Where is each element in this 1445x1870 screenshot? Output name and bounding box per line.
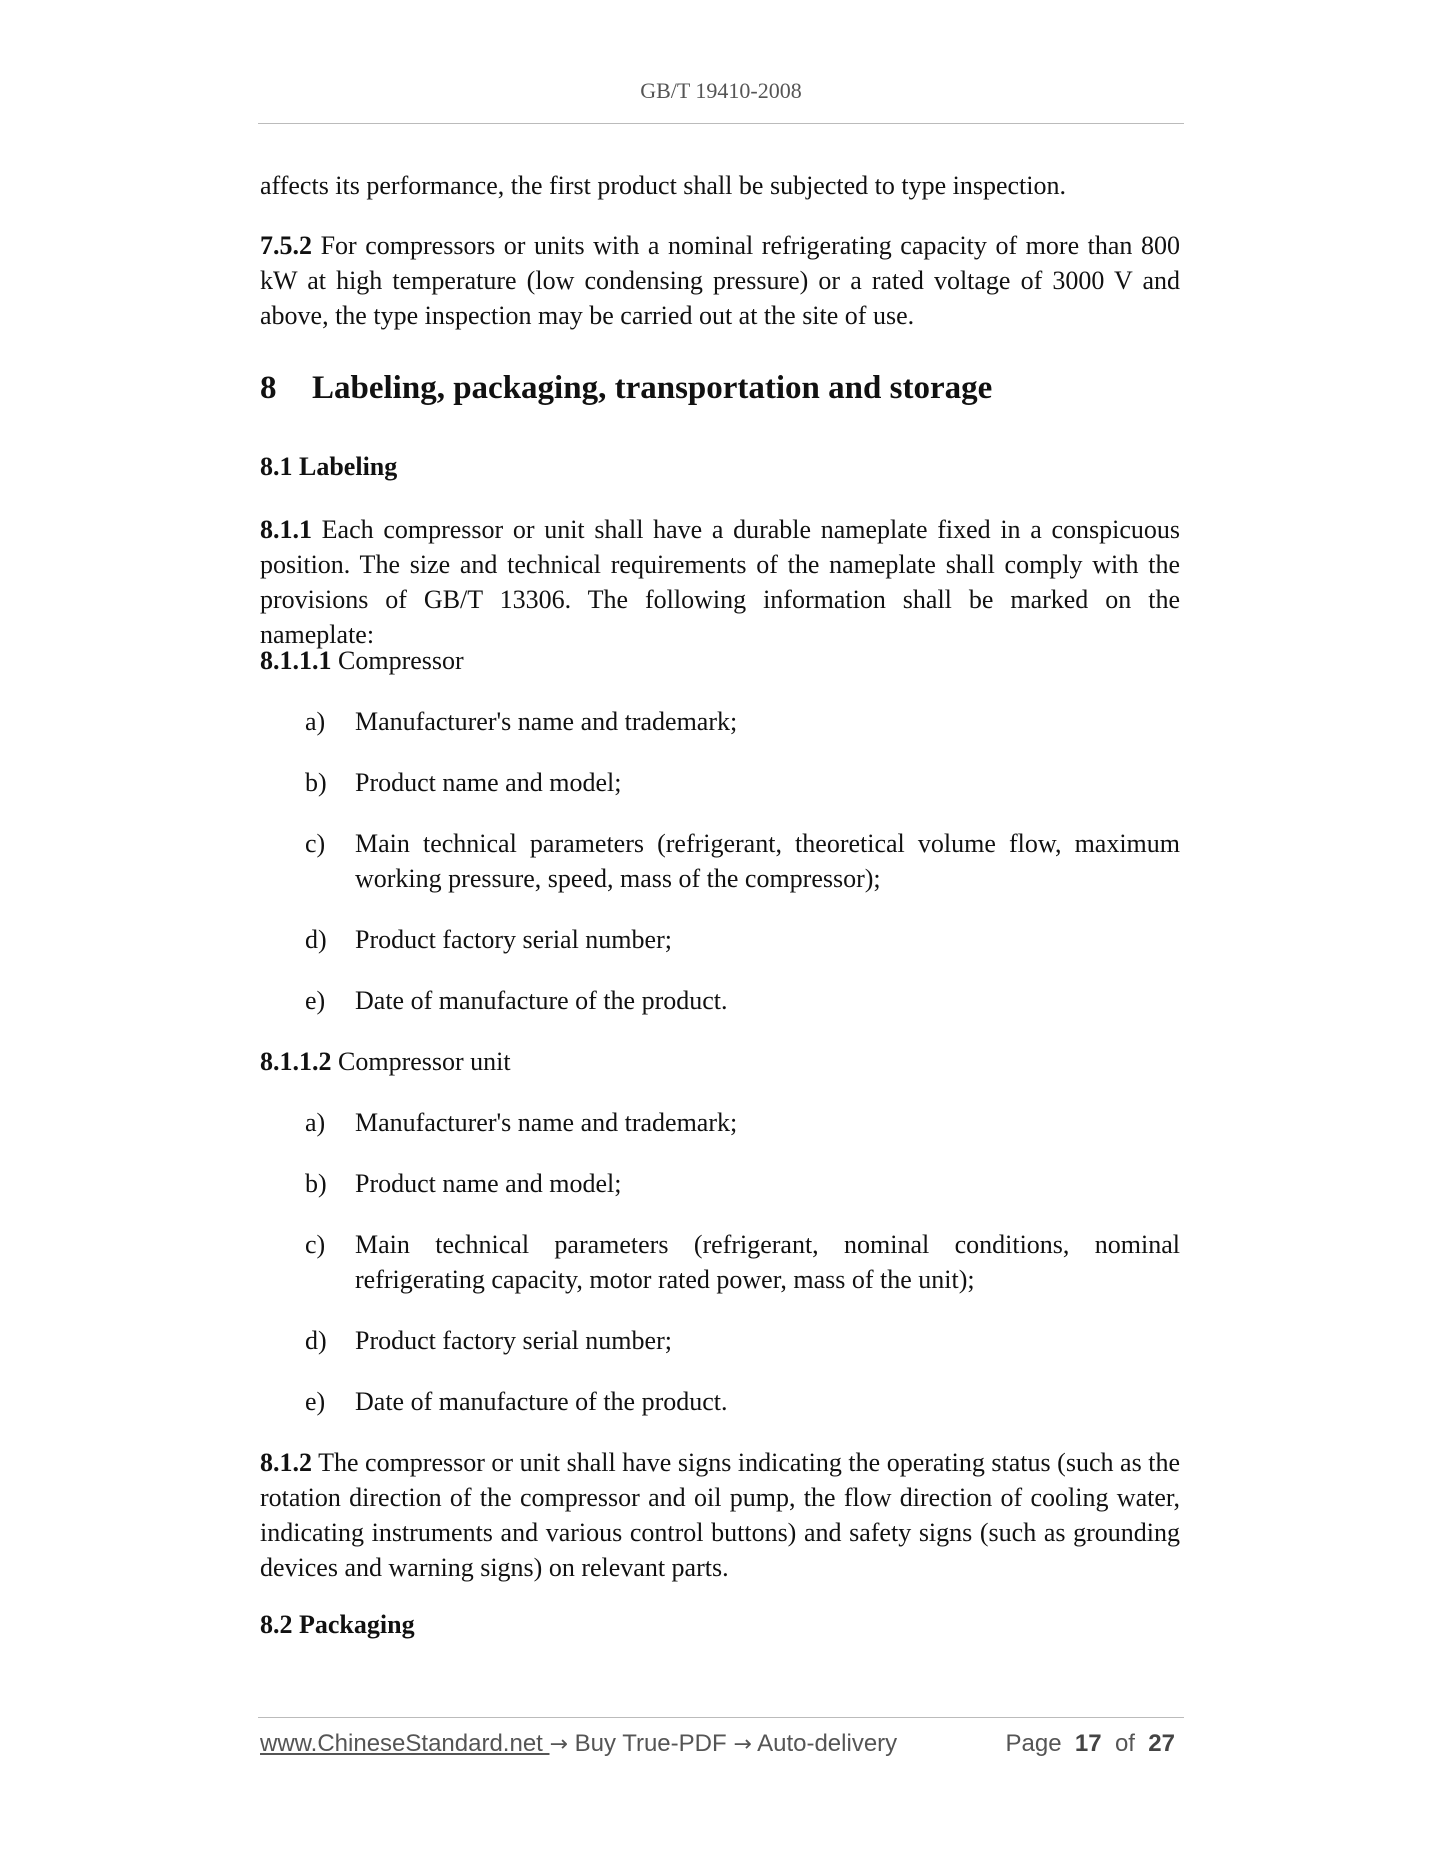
- section-number: 8: [260, 370, 277, 406]
- clause-title: Compressor unit: [331, 1047, 511, 1076]
- list-marker: e): [305, 1387, 326, 1416]
- page-total: 27: [1148, 1730, 1175, 1757]
- list-text: Date of manufacture of the product.: [355, 986, 728, 1015]
- clause-text: For compressors or units with a nominal refrigerating capacity of more than 800 kW at high temperature (low condensing pressure) or a rated voltage of 3000 V and above, the type inspection may be carried out at the site of use.: [260, 231, 1180, 330]
- clause-text: Each compressor or unit shall have a durable nameplate fixed in a conspicuous position. The size and technical requirements of the nameplate shall comply with the provisions of GB/T 13306. The following information shall be marked on the nameplate:: [260, 515, 1180, 649]
- list-text: Product name and model;: [355, 1169, 622, 1198]
- list-text: Manufacturer's name and trademark;: [355, 1108, 738, 1137]
- list-marker: a): [305, 707, 326, 736]
- list-marker: d): [305, 1326, 327, 1355]
- clause-number: 8.1.1.1: [260, 646, 332, 675]
- clause-number: 8.1.1: [260, 515, 312, 544]
- clause-title: Compressor: [331, 646, 464, 675]
- list-text: Manufacturer's name and trademark;: [355, 707, 738, 736]
- clause-8-1-1: [260, 512, 1180, 652]
- page-current: 17: [1074, 1730, 1102, 1757]
- footer-divider: [258, 1717, 1184, 1718]
- list-text: Product factory serial number;: [355, 1326, 672, 1355]
- buy-pdf-text: Buy True-PDF: [567, 1730, 734, 1757]
- list-marker: d): [305, 925, 327, 954]
- section-title: Labeling, packaging, transportation and storage: [312, 370, 993, 406]
- arrow-right-icon: →: [549, 1732, 568, 1757]
- website-link[interactable]: www.ChineseStandard.net: [260, 1730, 550, 1757]
- continuation-paragraph: affects its performance, the first product shall be subjected to type inspection.: [260, 171, 1066, 200]
- list-text: Main technical parameters (refrigerant, nominal conditions, nominal refrigerating capacity, motor rated power, mass of the unit);: [355, 1230, 1180, 1294]
- list-text: Date of manufacture of the product.: [355, 1387, 728, 1416]
- running-header: GB/T 19410-2008: [640, 78, 802, 103]
- clause-number: 8.1.2: [260, 1448, 312, 1477]
- arrow-right-icon: →: [733, 1732, 752, 1757]
- list-marker: a): [305, 1108, 326, 1137]
- auto-delivery-text: Auto-delivery: [751, 1730, 898, 1757]
- list-marker: c): [305, 829, 326, 858]
- of-label: of: [1114, 1730, 1135, 1757]
- clause-number: 7.5.2: [260, 231, 312, 260]
- section-8-2-heading: 8.2 Packaging: [260, 1610, 415, 1639]
- list-text: Main technical parameters (refrigerant, theoretical volume flow, maximum working pressure, speed, mass of the compressor);: [355, 829, 1180, 893]
- clause-8-1-1-2: [260, 1044, 1180, 1079]
- list-text: Product factory serial number;: [355, 925, 672, 954]
- list-marker: c): [305, 1230, 326, 1259]
- list-marker: b): [305, 768, 327, 797]
- header-divider: [258, 123, 1184, 124]
- list-marker: e): [305, 986, 326, 1015]
- clause-7-5-2: [260, 228, 1180, 333]
- page-footer: [260, 1730, 1180, 1758]
- clause-text: The compressor or unit shall have signs indicating the operating status (such as the rotation direction of the compressor and oil pump, the flow direction of cooling water, indicating instruments and various control buttons) and safety signs (such as grounding devices and warning signs) on relevant parts.: [260, 1448, 1180, 1582]
- section-8-heading: [260, 370, 992, 407]
- page-label: Page: [1005, 1730, 1062, 1757]
- list-text: Product name and model;: [355, 768, 622, 797]
- clause-8-1-1-1: [260, 643, 1180, 678]
- list-marker: b): [305, 1169, 327, 1198]
- clause-8-1-2: [260, 1445, 1180, 1585]
- section-8-1-heading: 8.1 Labeling: [260, 452, 398, 481]
- page-number: [1005, 1730, 1175, 1758]
- clause-number: 8.1.1.2: [260, 1047, 332, 1076]
